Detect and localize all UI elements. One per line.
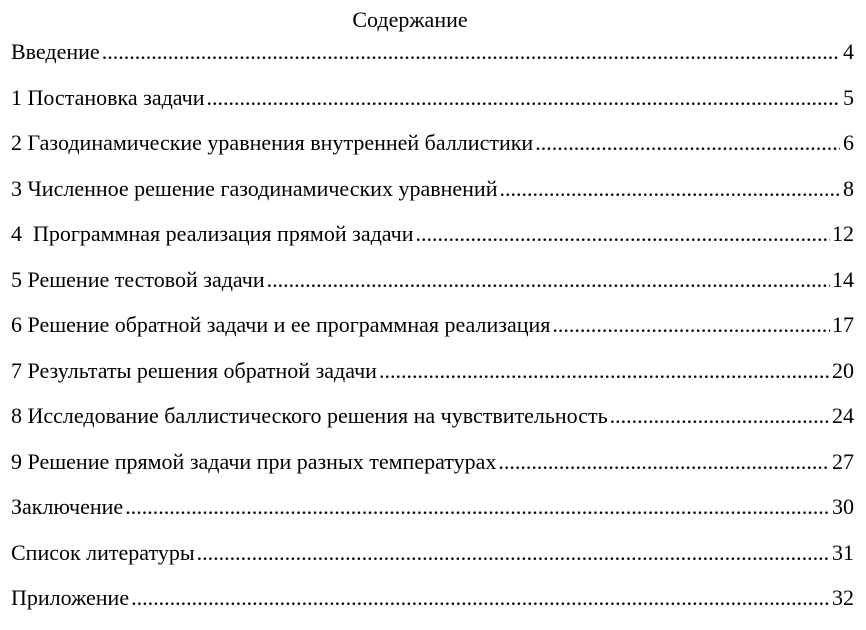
toc-entry-label: Приложение bbox=[11, 585, 130, 610]
toc-entry-label: Введение bbox=[11, 39, 100, 64]
toc-entry-9 bbox=[11, 448, 854, 494]
toc-entry-3 bbox=[11, 175, 854, 221]
toc-entry-label: 9 Решение прямой задачи при разных температурах bbox=[11, 448, 497, 474]
toc-entry-5 bbox=[11, 266, 854, 312]
toc-dot-leader bbox=[416, 220, 831, 248]
toc-entry-2 bbox=[11, 129, 854, 175]
toc-title: Содержание bbox=[352, 7, 468, 32]
toc-entry-label: 5 Решение тестовой задачи bbox=[11, 266, 265, 292]
toc-dot-leader bbox=[535, 129, 840, 157]
toc-dot-leader bbox=[267, 266, 830, 294]
toc-entry-appendix bbox=[11, 584, 854, 630]
toc-entry-label: Заключение bbox=[11, 494, 124, 519]
toc-dot-leader bbox=[131, 584, 830, 612]
toc-entry-page: 17 bbox=[832, 312, 854, 337]
toc-dot-leader bbox=[102, 38, 840, 66]
toc-entry-page: 30 bbox=[832, 494, 854, 519]
toc-entry-page: 31 bbox=[832, 539, 854, 565]
toc-entry-page: 6 bbox=[843, 130, 854, 155]
toc-entry-label: 7 Результаты решения обратной задачи bbox=[11, 357, 377, 383]
toc-list bbox=[11, 38, 854, 630]
toc-entry-page: 12 bbox=[832, 221, 854, 246]
toc-entry-6 bbox=[11, 311, 854, 357]
toc-dot-leader bbox=[197, 539, 830, 567]
toc-entry-introduction bbox=[11, 38, 854, 84]
toc-entry-1 bbox=[11, 84, 854, 130]
toc-entry-page: 32 bbox=[832, 585, 854, 610]
toc-entry-label: 1 Постановка задачи bbox=[11, 84, 205, 110]
toc-entry-label: 3 Численное решение газодинамических уравнений bbox=[11, 175, 498, 201]
toc-entry-label: 6 Решение обратной задачи и ее программная реализация bbox=[11, 312, 551, 337]
toc-entry-page: 20 bbox=[832, 357, 854, 383]
toc-entry-page: 4 bbox=[843, 39, 854, 64]
toc-entry-page: 5 bbox=[843, 84, 854, 110]
toc-entry-label: 8 Исследование баллистического решения на чувствительность bbox=[11, 403, 608, 428]
toc-entry-page: 24 bbox=[832, 403, 854, 428]
toc-dot-leader bbox=[552, 311, 830, 339]
toc-entry-7 bbox=[11, 357, 854, 403]
toc-entry-label: 4 Программная реализация прямой задачи bbox=[11, 221, 414, 246]
toc-entry-page: 14 bbox=[832, 266, 854, 292]
toc-dot-leader bbox=[498, 448, 830, 476]
toc-dot-leader bbox=[379, 357, 830, 385]
toc-dot-leader bbox=[610, 402, 830, 430]
toc-entry-page: 27 bbox=[832, 448, 854, 474]
toc-entry-8 bbox=[11, 402, 854, 448]
toc-entry-label: 2 Газодинамические уравнения внутренней баллистики bbox=[11, 130, 534, 155]
toc-entry-4 bbox=[11, 220, 854, 266]
toc-entry-page: 8 bbox=[843, 175, 854, 201]
toc-entry-conclusion bbox=[11, 493, 854, 539]
toc-dot-leader bbox=[207, 84, 841, 112]
toc-dot-leader bbox=[499, 175, 840, 203]
toc-entry-label: Список литературы bbox=[11, 539, 195, 565]
toc-entry-references bbox=[11, 539, 854, 585]
toc-dot-leader bbox=[125, 493, 830, 521]
